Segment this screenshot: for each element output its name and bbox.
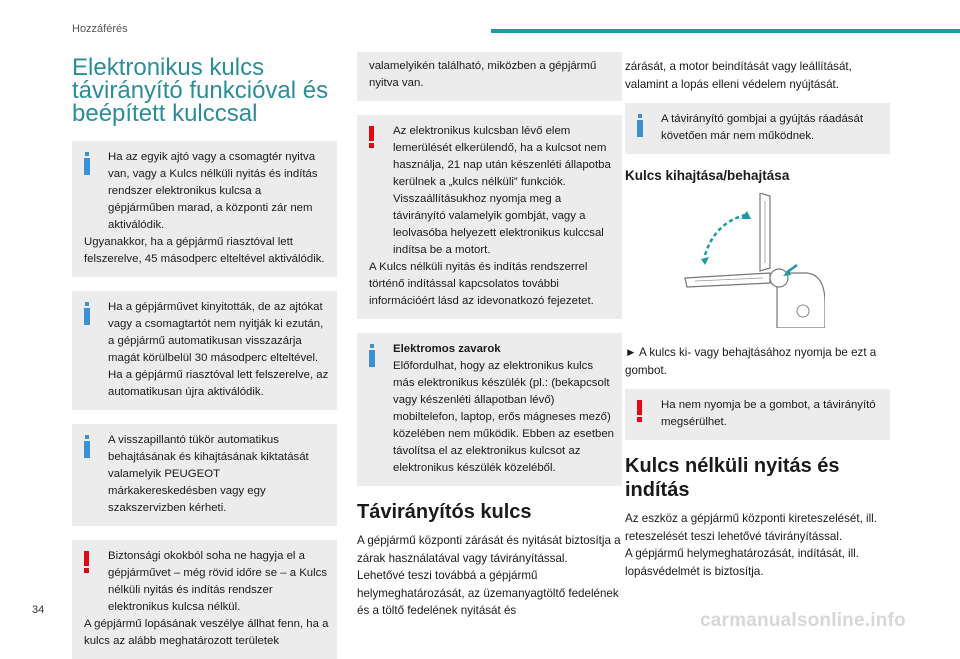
info-note (357, 333, 622, 486)
instruction-step: ► A kulcs ki- vagy behajtásához nyomja be ezt a gombot. (625, 346, 877, 377)
warning-note (625, 389, 890, 440)
warning-note (72, 540, 337, 659)
page-title: Elektronikus kulcs távirányító funkcióval és beépített kulccsal (72, 54, 329, 127)
body-paragraph: Az eszköz a gépjármű központi kireteszelését, ill. reteszelését teszi lehetővé távirányítással. (625, 512, 877, 543)
warning-text: Biztonsági okokból soha ne hagyja el a gépjárművet – még rövid időre se – a Kulcs nélküli nyitás és indítás rendszer elektronikus kulcsa nélkül. (108, 550, 328, 613)
note-text: A távirányító gombjai a gyújtás ráadását követően már nem működnek. (661, 113, 863, 142)
warning-icon (637, 400, 642, 422)
note-title: Elektromos zavarok (393, 343, 501, 355)
warning-text: valamelyikén található, miközben a gépjármű nyitva van. (369, 60, 597, 89)
warning-text: A Kulcs nélküli nyitás és indítás rendszerrel történő indítással kapcsolatos további információért lásd az idevonatkozó fejezetet. (369, 261, 594, 307)
info-note (625, 103, 890, 154)
info-note (72, 424, 337, 526)
warning-text: A gépjármű lopásának veszélye állhat fenn, ha a kulcs az alább meghatározott területek (84, 618, 329, 647)
note-text: A visszapillantó tükör automatikus behajtásának és kihajtásának kiktatását valamelyik PEUGEOT márkakereskedésben vagy egy szakszervizben kérheti. (108, 434, 309, 514)
watermark: carmanualsonline.info (700, 610, 906, 631)
warning-text: Ha nem nyomja be a gombot, a távirányító megsérülhet. (661, 399, 876, 428)
key-fold-illustration (675, 193, 825, 328)
info-icon (84, 435, 90, 458)
body-paragraph: zárását, a motor beindítását vagy leállítását, valamint a lopás elleni védelem nyújtását. (625, 60, 852, 91)
warning-text: Az elektronikus kulcsban lévő elem lemerülését elkerülendő, ha a kulcsot nem használja, 21 nap után készenléti állapotba kerülnek a „kulcs nélküli” funkciók. Visszaállításukhoz nyomja meg a távirányító valamelyik gombját, vagy a leolvasóba helyezett elektronikus kulccsal indítsa be a motort. (393, 125, 611, 256)
warning-icon (84, 551, 89, 573)
body-paragraph: A gépjármű központi zárását és nyitását biztosítja a zárak használatával vagy távirányítással. (357, 534, 621, 565)
warning-note-continued (357, 52, 622, 101)
info-note (72, 141, 337, 277)
note-text: Ha a gépjárművet kinyitották, de az ajtókat vagy a csomagtartót nem nyitják ki ezután, a gépjármű automatikusan visszazárja magát körülbelül 30 másodperc elteltével. Ha a gépjármű riasztóval lett felszerelve, az automatikusan újra aktiválódik. (108, 301, 329, 398)
info-icon (84, 302, 90, 325)
section-heading: Távirányítós kulcs (357, 501, 532, 523)
header-accent-bar (491, 29, 960, 33)
info-note (72, 291, 337, 410)
warning-note (357, 115, 622, 319)
warning-icon (369, 126, 374, 148)
column-2 (357, 52, 622, 630)
body-paragraph: Lehetővé teszi továbbá a gépjármű helymeghatározását, az üzemanyagtöltő fedelének és a töltő fedelének nyitását és (357, 569, 619, 617)
body-paragraph: A gépjármű helymeghatározását, indítását, ill. lopásvédelmét is biztosítja. (625, 547, 859, 578)
info-icon (369, 344, 375, 367)
info-icon (637, 114, 643, 137)
column-1 (72, 52, 337, 659)
section-label: Hozzáférés (72, 23, 128, 35)
subsection-heading: Kulcs kihajtása/behajtása (625, 168, 790, 183)
note-text: Előfordulhat, hogy az elektronikus kulcs más elektronikus készülék (pl.: (bekapcsolt vagy készenléti állapotban lévő) mobiltelefon, laptop, erős mágneses mező) közelében nem működik. Ebben az esetben távolítsa el az elektronikus kulcsot az elektronikus készülék közeléből. (393, 360, 614, 474)
page-number: 34 (32, 604, 45, 616)
info-icon (84, 152, 90, 175)
section-heading: Kulcs nélküli nyitás és indítás (625, 455, 840, 501)
note-text: Ha az egyik ajtó vagy a csomagtér nyitva van, vagy a Kulcs nélküli nyitás és indítás rendszer elektronikus kulcsa a gépjárműben marad, a központi zár nem aktiválódik. (108, 151, 318, 231)
column-3 (625, 52, 890, 590)
note-text: Ugyanakkor, ha a gépjármű riasztóval lett felszerelve, 45 másodperc elteltével aktiválódik. (84, 236, 325, 265)
